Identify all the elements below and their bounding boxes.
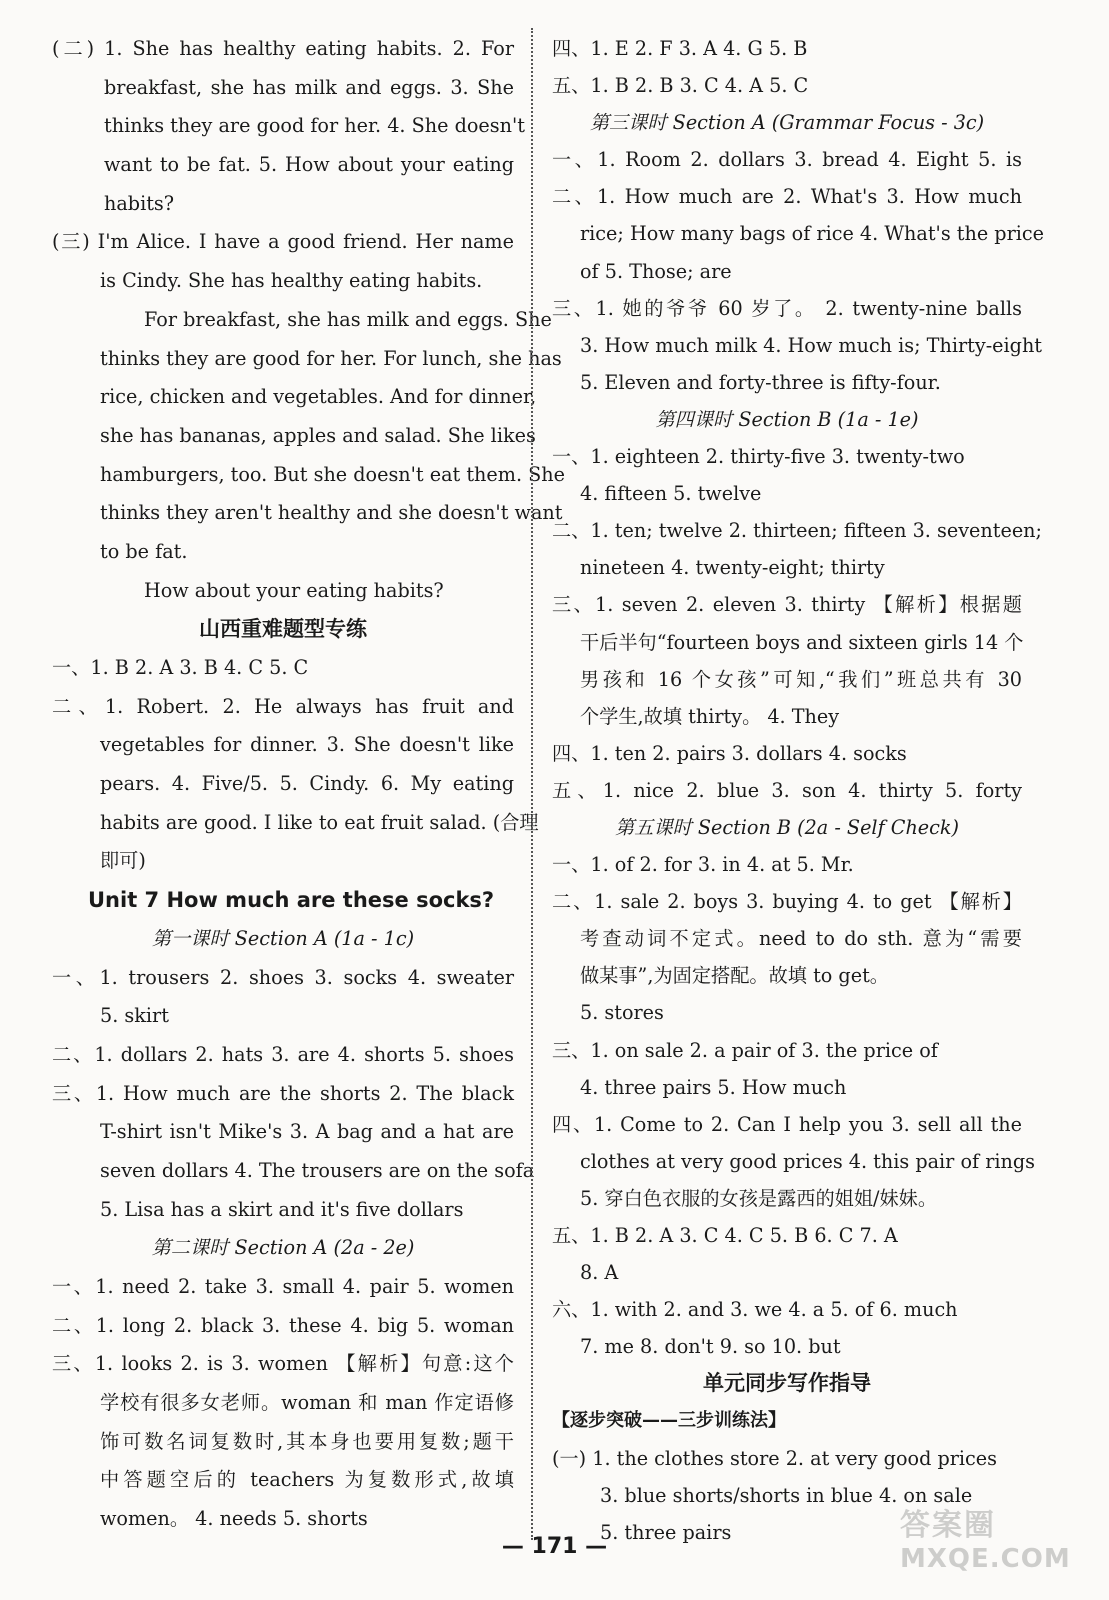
text-line: 一、1. need 2. take 3. small 4. pair 5. women — [52, 1275, 514, 1298]
text-line: 第二课时 Section A (2a - 2e) — [151, 1236, 415, 1260]
page-number: — 171 — — [501, 1534, 608, 1559]
text-line: habits? — [104, 191, 175, 215]
text-line: (三) I'm Alice. I have a good friend. Her name — [52, 230, 514, 254]
text-line: thinks they are good for her. For lunch, she has — [100, 346, 562, 370]
text-line: 六、1. with 2. and 3. we 4. a 5. of 6. much — [552, 1298, 958, 1322]
watermark-url: MXQE.COM — [900, 1544, 1071, 1574]
text-line: 三、1. on sale 2. a pair of 3. the price of — [552, 1038, 938, 1062]
text-line: clothes at very good prices 4. this pair of rings — [580, 1149, 1036, 1173]
text-line: 学校有很多女老师。woman 和 man 作定语修 — [100, 1391, 514, 1415]
text-line: (一) 1. the clothes store 2. at very good prices — [552, 1446, 997, 1470]
text-line: 3. How much milk 4. How much is; Thirty-eight — [580, 333, 1043, 357]
text-line: 一、1. eighteen 2. thirty-five 3. twenty-two — [552, 445, 965, 469]
text-line: 5. 穿白色衣服的女孩是露西的姐姐/妹妹。 — [580, 1186, 938, 1210]
text-line: 五、1. B 2. A 3. C 4. C 5. B 6. C 7. A — [552, 1224, 898, 1247]
text-line: thinks they are good for her. 4. She doesn't — [104, 114, 525, 138]
text-line: hamburgers, too. But she doesn't eat them. She — [100, 462, 566, 486]
text-line: 5. skirt — [100, 1004, 169, 1028]
text-line: 即可) — [100, 849, 146, 873]
text-line: Unit 7 How much are these socks? — [88, 888, 495, 913]
text-line: 二、1. ten; twelve 2. thirteen; fifteen 3. seventeen; — [552, 519, 1042, 543]
text-line: 个学生,故填 thirty。 4. They — [580, 704, 840, 728]
text-line: 5. Lisa has a skirt and it's five dollars — [100, 1197, 464, 1221]
text-line: 4. three pairs 5. How much — [580, 1075, 847, 1099]
text-line: 三、1. seven 2. eleven 3. thirty 【解析】根据题 — [552, 593, 1022, 617]
text-line: 四、1. ten 2. pairs 3. dollars 4. socks — [552, 741, 907, 765]
text-line: want to be fat. 5. How about your eating — [104, 153, 514, 177]
text-line: 5. three pairs — [600, 1520, 732, 1544]
text-line: 一、1. of 2. for 3. in 4. at 5. Mr. — [552, 853, 854, 877]
text-line: 五、1. nice 2. blue 3. son 4. thirty 5. forty — [552, 778, 1022, 802]
text-line: (二) 1. She has healthy eating habits. 2. For — [52, 37, 514, 60]
watermark-logo — [900, 1500, 1100, 1590]
text-line: rice, chicken and vegetables. And for dinner, — [100, 385, 537, 409]
text-line: 五、1. B 2. B 3. C 4. A 5. C — [552, 74, 809, 98]
text-line: 第三课时 Section A (Grammar Focus - 3c) — [589, 111, 985, 135]
text-line: 【逐步突破——三步训练法】 — [552, 1410, 786, 1432]
text-line: vegetables for dinner. 3. She doesn't like — [100, 733, 514, 757]
text-line: 一、1. Room 2. dollars 3. bread 4. Eight 5. is — [552, 148, 1022, 172]
text-line: 三、1. 她的爷爷 60 岁了。 2. twenty-nine balls — [552, 296, 1022, 320]
text-line: 二、1. sale 2. boys 3. buying 4. to get 【解析】 — [552, 890, 1022, 914]
text-line: 三、1. looks 2. is 3. women 【解析】句意:这个 — [52, 1352, 514, 1376]
text-line: 一、1. trousers 2. shoes 3. socks 4. sweater — [52, 965, 514, 989]
text-line: 第四课时 Section B (1a - 1e) — [655, 407, 919, 431]
text-line: is Cindy. She has healthy eating habits. — [100, 269, 483, 293]
text-line: 山西重难题型专练 — [199, 617, 367, 642]
text-line: 8. A — [580, 1261, 619, 1285]
text-line: habits are good. I like to eat fruit salad. (合理 — [100, 810, 539, 834]
text-line: seven dollars 4. The trousers are on the sofa — [100, 1158, 535, 1182]
text-line: 单元同步写作指导 — [703, 1371, 871, 1396]
text-line: 5. stores — [580, 1001, 664, 1025]
text-line: 干后半句“fourteen boys and sixteen girls 14 个 — [580, 630, 1024, 654]
column-divider — [531, 28, 533, 1540]
text-line: 二、1. Robert. 2. He always has fruit and — [52, 694, 514, 718]
text-line: 5. Eleven and forty-three is fifty-four. — [580, 370, 941, 394]
text-line: thinks they aren't healthy and she doesn't want — [100, 501, 563, 525]
text-line: to be fat. — [100, 539, 188, 563]
left-column — [52, 30, 566, 1539]
text-line: 饰可数名词复数时,其本身也要用复数;题干 — [100, 1429, 514, 1453]
text-line: she has bananas, apples and salad. She likes — [100, 423, 536, 447]
text-line: breakfast, she has milk and eggs. 3. She — [104, 75, 514, 99]
text-line: 四、1. Come to 2. Can I help you 3. sell all the — [552, 1112, 1022, 1136]
text-line: 男孩和 16 个女孩”可知,“我们”班总共有 30 — [580, 667, 1022, 691]
text-line: 7. me 8. don't 9. so 10. but — [580, 1335, 841, 1359]
watermark-text: 答案圈 — [900, 1508, 996, 1543]
text-line: women。 4. needs 5. shorts — [100, 1507, 368, 1531]
text-line: For breakfast, she has milk and eggs. She — [144, 307, 552, 331]
text-line: 二、1. dollars 2. hats 3. are 4. shorts 5. shoes — [52, 1042, 514, 1066]
text-line: rice; How many bags of rice 4. What's the price — [580, 222, 1044, 246]
text-line: pears. 4. Five/5. 5. Cindy. 6. My eating — [100, 772, 514, 796]
text-line: 做某事”,为固定搭配。故填 to get。 — [580, 964, 889, 988]
text-line: T-shirt isn't Mike's 3. A bag and a hat are — [100, 1120, 514, 1144]
text-line: 3. blue shorts/shorts in blue 4. on sale — [600, 1483, 973, 1507]
text-line: 第五课时 Section B (2a - Self Check) — [614, 815, 960, 839]
text-line: 第一课时 Section A (1a - 1c) — [151, 926, 415, 950]
text-line: 三、1. How much are the shorts 2. The black — [52, 1081, 514, 1105]
text-line: 中答题空后的 teachers 为复数形式,故填 — [100, 1468, 514, 1492]
text-line: nineteen 4. twenty-eight; thirty — [580, 556, 885, 580]
text-line: 考查动词不定式。need to do sth. 意为“需要 — [580, 927, 1022, 951]
text-line: How about your eating habits? — [144, 578, 444, 602]
text-line: 一、1. B 2. A 3. B 4. C 5. C — [52, 656, 309, 679]
text-line: of 5. Those; are — [580, 259, 732, 283]
text-line: 二、1. How much are 2. What's 3. How much — [552, 185, 1022, 209]
text-line: 4. fifteen 5. twelve — [580, 482, 762, 506]
text-line: 二、1. long 2. black 3. these 4. big 5. woman — [52, 1313, 514, 1337]
right-column — [552, 30, 1044, 1551]
text-line: 四、1. E 2. F 3. A 4. G 5. B — [552, 37, 808, 60]
